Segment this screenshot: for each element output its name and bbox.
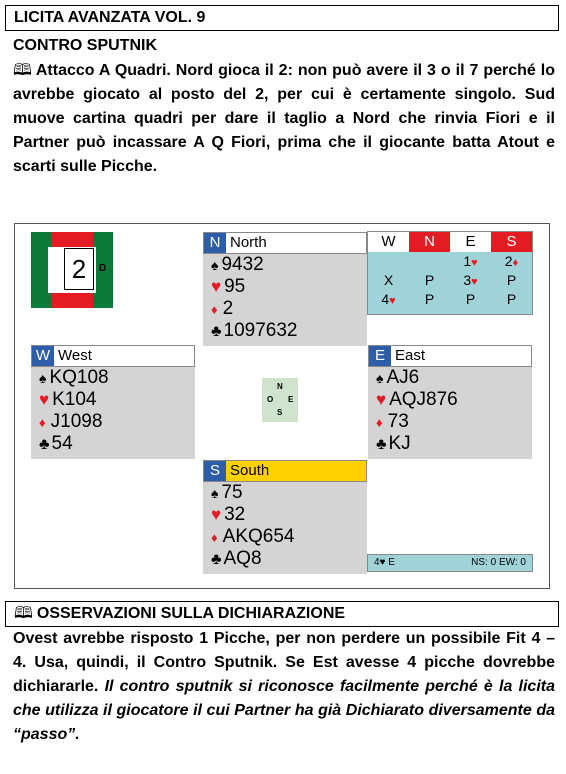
north-clubs: 1097632 [223, 320, 298, 341]
club-icon: ♣ [211, 551, 222, 568]
contract-label: 4♥ E [374, 557, 395, 568]
hand-name-south: South [230, 462, 270, 479]
section-subtitle: CONTRO SPUTNIK [13, 37, 157, 54]
badge-west: W [32, 346, 54, 366]
diamond-icon: ♦ [39, 415, 46, 430]
contract-bar [367, 554, 533, 572]
heart-icon: ♥ [471, 257, 478, 269]
badge-south: S [204, 461, 226, 481]
spade-icon: ♠ [211, 257, 219, 273]
bid: P [424, 291, 435, 307]
book-icon: 🕮 [14, 605, 33, 622]
west-hearts: K104 [52, 389, 97, 410]
heart-icon: ♥ [39, 390, 50, 409]
bid: P [465, 291, 476, 307]
east-hearts: AQJ876 [389, 389, 458, 410]
bid: 2♦ [504, 253, 519, 269]
hand-west [31, 345, 195, 460]
page-title: LICITA AVANZATA VOL. 9 [5, 5, 559, 31]
hand-name-north: North [230, 234, 267, 251]
bid: P [506, 272, 517, 288]
bid: 1♥ [463, 253, 478, 269]
heart-icon: ♥ [211, 505, 222, 524]
bid: P [506, 291, 517, 307]
board-number: 2 [64, 248, 94, 290]
heart-icon: ♥ [471, 276, 478, 288]
west-diamonds: J1098 [50, 411, 103, 432]
bid [368, 252, 409, 271]
diamond-icon: ♦ [211, 530, 218, 545]
observations-plain-text: Ovest avrebbe risposto 1 Picche, per non perdere un possibile Fit 4 – 4. Usa, quindi, il Contro Sputnik. Se Est avesse 4 picche dovrebbe dichiararle. [13, 630, 555, 695]
hand-name-west: West [58, 347, 92, 364]
west-clubs: 54 [51, 433, 73, 454]
diamond-icon: ♦ [211, 302, 218, 317]
bid: X [383, 272, 394, 288]
compass-south: S [277, 408, 283, 417]
hand-east [368, 345, 532, 460]
south-clubs: AQ8 [223, 548, 262, 569]
hand-name-east: East [395, 347, 426, 364]
spade-icon: ♠ [376, 370, 384, 386]
diamond-icon: ♦ [512, 257, 519, 269]
hand-south [203, 460, 367, 575]
observations-title-text: OSSERVAZIONI SULLA DICHIARAZIONE [36, 605, 346, 622]
compass-icon [262, 378, 298, 422]
score-label: NS: 0 EW: 0 [471, 557, 526, 568]
book-icon: 🕮 [13, 62, 32, 79]
badge-east: E [369, 346, 391, 366]
club-icon: ♣ [39, 436, 50, 453]
south-spades: 75 [221, 482, 243, 503]
heart-icon: ♥ [211, 277, 222, 296]
bid: P [424, 272, 435, 288]
compass-west: O [267, 395, 274, 404]
observations-italic-text: Il contro sputnik si riconosce facilmente perché è la licita che utilizza il giocatore il cui Partner ha già Dichiarato diversamente da “passo”. [13, 678, 555, 743]
north-hearts: 95 [224, 276, 246, 297]
intro-paragraph [13, 59, 555, 179]
observations-title [5, 601, 559, 627]
club-icon: ♣ [376, 436, 387, 453]
east-spades: AJ6 [386, 367, 420, 388]
compass-north: N [277, 382, 283, 391]
observations-paragraph [13, 627, 555, 747]
south-diamonds: AKQ654 [222, 526, 295, 547]
dealer-label: D [99, 263, 107, 274]
east-clubs: KJ [388, 433, 411, 454]
bid: 4♥ [381, 291, 396, 307]
north-diamonds: 2 [222, 298, 234, 319]
heart-icon: ♥ [389, 295, 396, 307]
club-icon: ♣ [211, 323, 222, 340]
auction-table [367, 231, 533, 315]
spade-icon: ♠ [39, 370, 47, 386]
west-spades: KQ108 [49, 367, 109, 388]
hand-north [203, 232, 367, 347]
east-diamonds: 73 [387, 411, 409, 432]
auction-header-e: E [450, 232, 491, 252]
compass-east: E [288, 395, 294, 404]
bid: 3♥ [463, 272, 478, 288]
auction-header-w: W [368, 232, 409, 252]
bid [409, 252, 450, 271]
intro-text: Attacco A Quadri. Nord gioca il 2: non può avere il 3 o il 7 perché lo avrebbe giocato al posto del 2, per cui è certamente singolo. Sud muove cartina quadri per dare il taglio a Nord che rinvia Fiori e il Partner può incassare A Q Fiori, prima che il giocante batta Atout e scarti sulle Picche. [13, 62, 555, 175]
diamond-icon: ♦ [376, 415, 383, 430]
badge-north: N [204, 233, 226, 253]
auction-header-n: N [409, 232, 450, 252]
heart-icon: ♥ [376, 390, 387, 409]
south-hearts: 32 [224, 504, 246, 525]
spade-icon: ♠ [211, 485, 219, 501]
auction-header-s: S [491, 232, 532, 252]
north-spades: 9432 [221, 254, 264, 275]
dealer-vulnerability-box [31, 232, 113, 308]
bridge-diagram [14, 223, 550, 589]
